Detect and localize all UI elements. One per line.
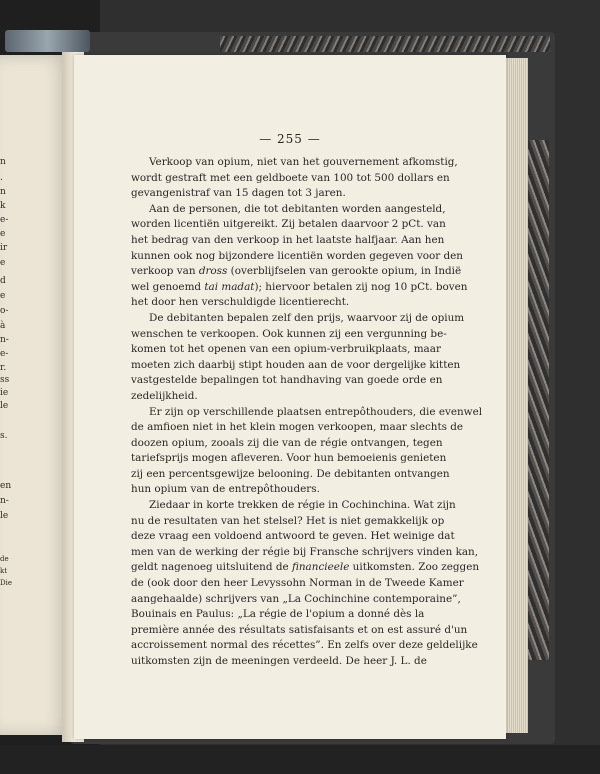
text-line: Aan de personen, die tot debitanten worden aangesteld, (149, 202, 446, 215)
text-line: het bedrag van den verkoop in het laatste halfjaar. Aan hen (131, 233, 445, 246)
text-line: De debitanten bepalen zelf den prijs, waarvoor zij de opium (149, 311, 465, 324)
text-line: verkoop van dross (overblijfselen van gerookte opium, in Indië (131, 265, 462, 278)
text-line: het door hen verschuldigde licentierecht. (131, 296, 350, 309)
text-line: aangehaalde) schrijvers van „La Cochinchine contemporaine”, (131, 592, 461, 605)
text-line: Bouinais en Paulus: „La régie de l'opium a donné dès la (131, 608, 425, 621)
left-page-fragment: le (0, 511, 9, 521)
text-line: hun opium van de entrepôthouders. (131, 483, 320, 496)
text-line: Ziedaar in korte trekken de régie in Cochinchina. Wat zijn (149, 499, 456, 512)
text-line: Er zijn op verschillende plaatsen entrepôthouders, die evenwel (149, 405, 483, 418)
left-page-fragment: . (0, 173, 3, 183)
left-page-fragment: en (0, 481, 12, 491)
left-page-fragment: e- (0, 215, 9, 225)
left-page-fragment: d (0, 276, 6, 286)
text-line: worden licentiën uitgereikt. Zij betalen daarvoor 2 pCt. van (131, 218, 446, 231)
text-line: zedelijkheid. (131, 389, 198, 402)
text-line: de amfioen niet in het klein mogen verkoopen, maar slechts de (131, 421, 464, 434)
left-page-fragment: e- (0, 349, 9, 359)
paragraph (131, 498, 483, 670)
spine-band (5, 30, 90, 52)
left-page-fragment: n (0, 187, 6, 197)
right-page (74, 55, 506, 739)
left-page-fragment: Die (0, 579, 12, 587)
page-number: — 255 — (259, 132, 321, 146)
left-page-fragment: r. (0, 363, 7, 373)
text-line: wel genoemd tai madat); hiervoor betalen zij nog 10 pCt. boven (131, 280, 468, 293)
left-page-fragment: à (0, 321, 6, 331)
left-page (0, 55, 70, 735)
left-page-fragment: o- (0, 306, 9, 316)
left-page-fragment: ie (0, 388, 9, 398)
left-page-fragment: de (0, 555, 9, 563)
text-line: zij een percentsgewijze belooning. De debitanten ontvangen (131, 467, 450, 480)
text-line: doozen opium, zooals zij die van de régie ontvangen, tegen (131, 436, 443, 449)
text-line: de (ook door den heer Levyssohn Norman in de Tweede Kamer (131, 577, 464, 590)
left-page-fragment: kt (0, 567, 8, 575)
paragraph (131, 155, 483, 202)
paragraph (131, 405, 483, 499)
table-surface (0, 745, 600, 774)
paragraph (131, 202, 483, 311)
left-page-fragment: n- (0, 496, 9, 506)
marbled-edge-top (220, 36, 550, 52)
text-line: wordt gestraft met een geldboete van 100 tot 500 dollars en (131, 171, 450, 184)
text-line: tariefsprijs mogen afleveren. Voor hun bemoeienis genieten (131, 452, 447, 465)
text-line: men van de werking der régie bij Fransche schrijvers vinden kan, (131, 545, 479, 558)
text-line: nu de resultaten van het stelsel? Het is niet gemakkelijk op (131, 514, 445, 527)
left-page-fragment: e (0, 258, 6, 268)
text-line: première année des résultats satisfaisants et on est assuré d'un (131, 623, 468, 636)
paragraph (131, 311, 483, 405)
text-line: moeten zich daarbij stipt houden aan de voor dergelijke kitten (131, 358, 461, 371)
text-line: geldt nagenoeg uitsluitend de financieele uitkomsten. Zoo zeggen (131, 561, 480, 574)
text-line: accroissement normal des récettes”. En zelfs over deze geldelijke (131, 639, 478, 652)
text-line: Verkoop van opium, niet van het gouvernement afkomstig, (149, 156, 458, 168)
left-page-fragment: ir (0, 243, 8, 253)
marbled-edge-right (527, 140, 549, 660)
page-body-text (131, 155, 483, 670)
text-line: gevangenistraf van 15 dagen tot 3 jaren. (131, 187, 346, 200)
left-page-fragment: k (0, 201, 6, 211)
left-page-fragment: s. (0, 431, 8, 441)
left-page-fragment: ss (0, 375, 10, 385)
left-page-fragment: e (0, 229, 6, 239)
left-page-fragment: le (0, 401, 9, 411)
left-page-fragment: n- (0, 335, 9, 345)
text-line: wenschen te verkoopen. Ook kunnen zij een vergunning be- (131, 327, 447, 340)
text-line: komen tot het openen van een opium-verbruikplaats, maar (131, 343, 441, 356)
text-line: deze vraag een voldoend antwoord te geven. Het weinige dat (131, 530, 455, 543)
text-line: uitkomsten zijn de meeningen verdeeld. De heer J. L. de (131, 655, 427, 667)
left-page-fragment: n (0, 157, 6, 167)
left-page-fragment: e (0, 291, 6, 301)
text-line: vastgestelde bepalingen tot handhaving van goede orde en (131, 374, 443, 387)
text-line: kunnen ook nog bijzondere licentiën worden gegeven voor den (131, 249, 463, 262)
